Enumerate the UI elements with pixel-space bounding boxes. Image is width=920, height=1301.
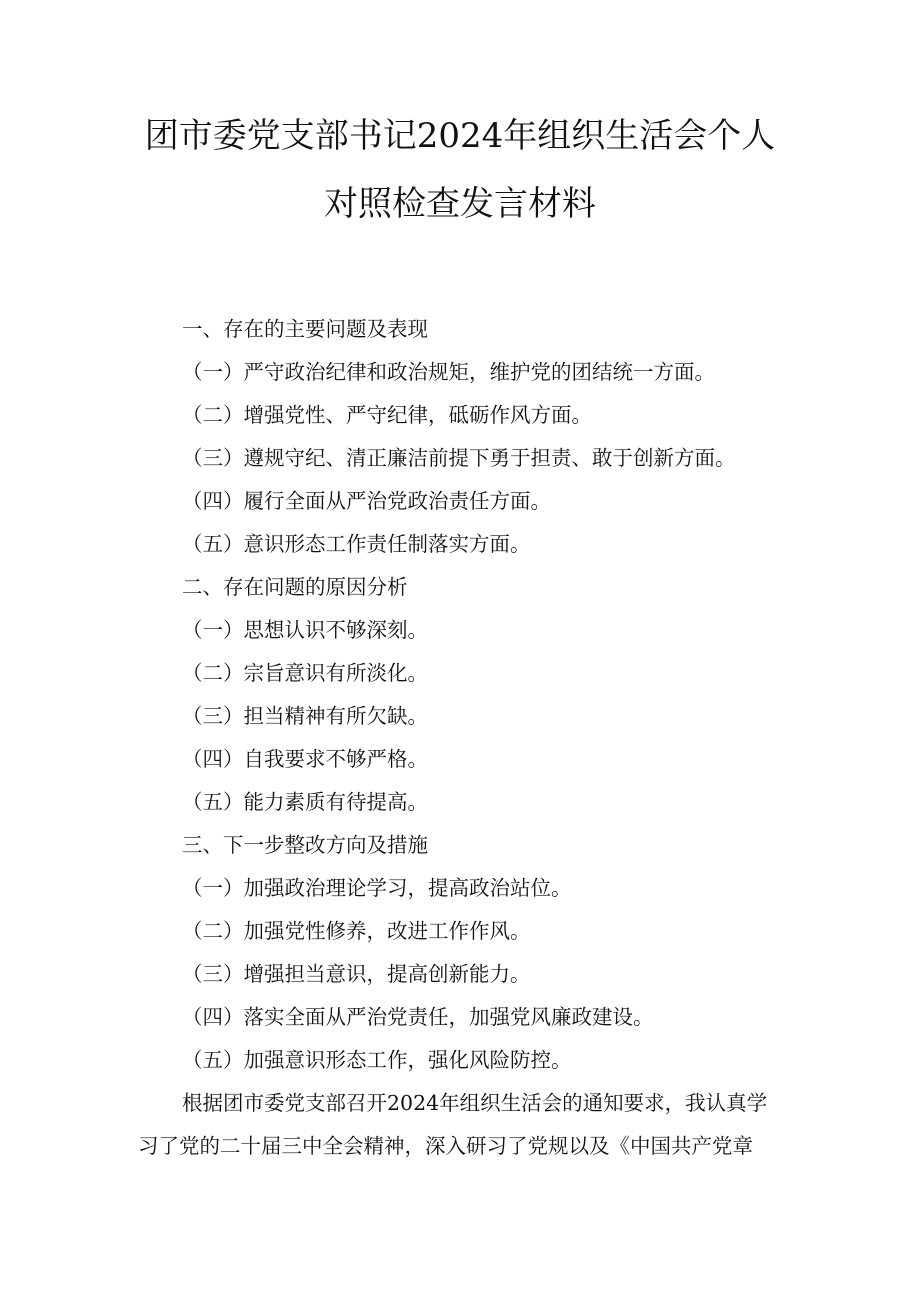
document-title-line-1: 团市委党支部书记2024年组织生活会个人: [144, 116, 776, 156]
section-1-item-4: （四）履行全面从严治党政治责任方面。: [182, 489, 551, 513]
body-paragraph-line-1: 根据团市委党支部召开2024年组织生活会的通知要求，我认真学: [182, 1091, 768, 1115]
section-heading-2: 二、存在问题的原因分析: [182, 575, 408, 599]
document-title-line-2: 对照检查发言材料: [324, 184, 596, 224]
body-paragraph-line-2: 习了党的二十届三中全会精神，深入研习了党规以及《中国共产党章: [138, 1134, 753, 1158]
section-heading-1: 一、存在的主要问题及表现: [182, 317, 428, 341]
section-2-item-1: （一）思想认识不够深刻。: [182, 618, 428, 642]
section-3-item-1: （一）加强政治理论学习，提高政治站位。: [182, 876, 572, 900]
section-1-item-1: （一）严守政治纪律和政治规矩，维护党的团结统一方面。: [182, 360, 715, 384]
section-3-item-2: （二）加强党性修养，改进工作作风。: [182, 919, 531, 943]
section-heading-3: 三、下一步整改方向及措施: [182, 833, 428, 857]
section-3-item-4: （四）落实全面从严治党责任，加强党风廉政建设。: [182, 1005, 654, 1029]
section-3-item-5: （五）加强意识形态工作，强化风险防控。: [182, 1048, 572, 1072]
section-1-item-5: （五）意识形态工作责任制落实方面。: [182, 532, 531, 556]
section-2-item-2: （二）宗旨意识有所淡化。: [182, 661, 428, 685]
section-2-item-4: （四）自我要求不够严格。: [182, 747, 428, 771]
section-1-item-3: （三）遵规守纪、清正廉洁前提下勇于担责、敢于创新方面。: [182, 446, 736, 470]
section-3-item-3: （三）增强担当意识，提高创新能力。: [182, 962, 531, 986]
section-2-item-3: （三）担当精神有所欠缺。: [182, 704, 428, 728]
section-1-item-2: （二）增强党性、严守纪律，砥砺作风方面。: [182, 403, 592, 427]
section-2-item-5: （五）能力素质有待提高。: [182, 790, 428, 814]
